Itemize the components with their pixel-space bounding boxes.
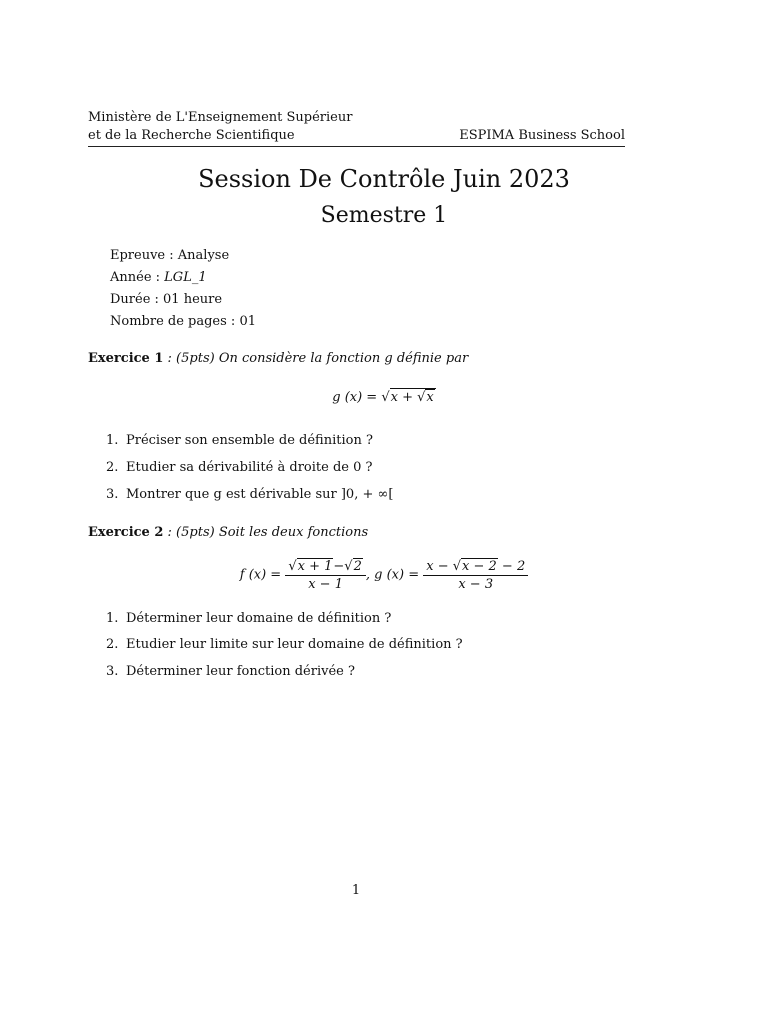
ministry-line-1: Ministère de L'Enseignement Supérieur (88, 110, 353, 125)
exercise-2-formula (0, 558, 768, 592)
exercise-1-heading (88, 351, 468, 366)
sqrt-symbol: √ (452, 559, 462, 574)
exercise-1-label: Exercice 1 (88, 351, 164, 366)
ex2-question-2 (106, 637, 463, 652)
question-number: 3. (106, 664, 119, 679)
sqrt-symbol-inner: √ (417, 390, 426, 405)
question-number: 1. (106, 611, 119, 626)
question-text: Déterminer leur fonction dérivée ? (126, 664, 355, 679)
exercise-2-heading (88, 525, 368, 540)
exercise-2-intro: : (5pts) Soit les deux fonctions (163, 525, 369, 540)
annee-line (110, 270, 207, 285)
g-lhs: g (x) = (374, 567, 424, 583)
exercise-2-label: Exercice 2 (88, 525, 164, 540)
duree-line: Durée : 01 heure (110, 292, 223, 307)
f-numerator (285, 558, 366, 576)
exercise-1-intro: : (5pts) On considère la fonction g définie par (163, 351, 469, 366)
f-minus: − (333, 559, 345, 574)
question-number: 3. (106, 487, 119, 502)
page-number: 1 (351, 883, 361, 898)
f-sqrt-2: 2 (353, 559, 362, 574)
g-fraction (423, 558, 528, 592)
sqrt-symbol: √ (288, 559, 297, 574)
g-sqrt: x − 2 (462, 559, 497, 574)
question-number: 2. (106, 637, 119, 652)
ex2-question-1 (106, 611, 391, 626)
ex1-question-2 (106, 460, 372, 475)
epreuve-line: Epreuve : Analyse (110, 248, 230, 263)
ministry-line-2: et de la Recherche Scientifique (88, 128, 295, 143)
g-num-tail: − 2 (497, 559, 526, 574)
f-fraction (285, 558, 366, 592)
sqrt-outer (390, 388, 436, 405)
semester-title: Semestre 1 (320, 203, 448, 228)
question-text: Etudier sa dérivabilité à droite de 0 ? (126, 460, 373, 475)
annee-value: LGL_1 (164, 270, 207, 285)
f-sqrt-1: x + 1 (297, 559, 333, 574)
sqrt-symbol: √ (381, 390, 390, 405)
question-text: Etudier leur limite sur leur domaine de définition ? (126, 637, 463, 652)
school-name: ESPIMA Business School (459, 128, 625, 143)
question-number: 2. (106, 460, 119, 475)
ex2-question-3 (106, 664, 355, 679)
header-rule (88, 146, 625, 147)
sqrt-inner-x: x + (390, 390, 418, 405)
ex1-question-3 (106, 487, 393, 502)
f-denominator: x − 1 (308, 577, 343, 592)
formula-separator: , (365, 567, 375, 583)
ex1-question-1 (106, 433, 373, 448)
sqrt-symbol: √ (344, 559, 353, 574)
g-num-x: x − (426, 559, 453, 574)
pages-line: Nombre de pages : 01 (110, 314, 256, 329)
question-number: 1. (106, 433, 119, 448)
exam-title: Session De Contrôle Juin 2023 (198, 165, 570, 193)
question-text: Déterminer leur domaine de définition ? (126, 611, 392, 626)
g-numerator (423, 558, 528, 576)
question-text: Préciser son ensemble de définition ? (126, 433, 373, 448)
g-denominator: x − 3 (458, 577, 494, 592)
annee-label: Année : (110, 270, 165, 285)
question-text: Montrer que g est dérivable sur ]0, + ∞[ (126, 487, 394, 502)
exercise-1-formula (0, 388, 768, 405)
g-lhs: g (x) = (332, 390, 382, 405)
f-lhs: f (x) = (239, 567, 286, 583)
sqrt-inner: x (426, 390, 434, 405)
